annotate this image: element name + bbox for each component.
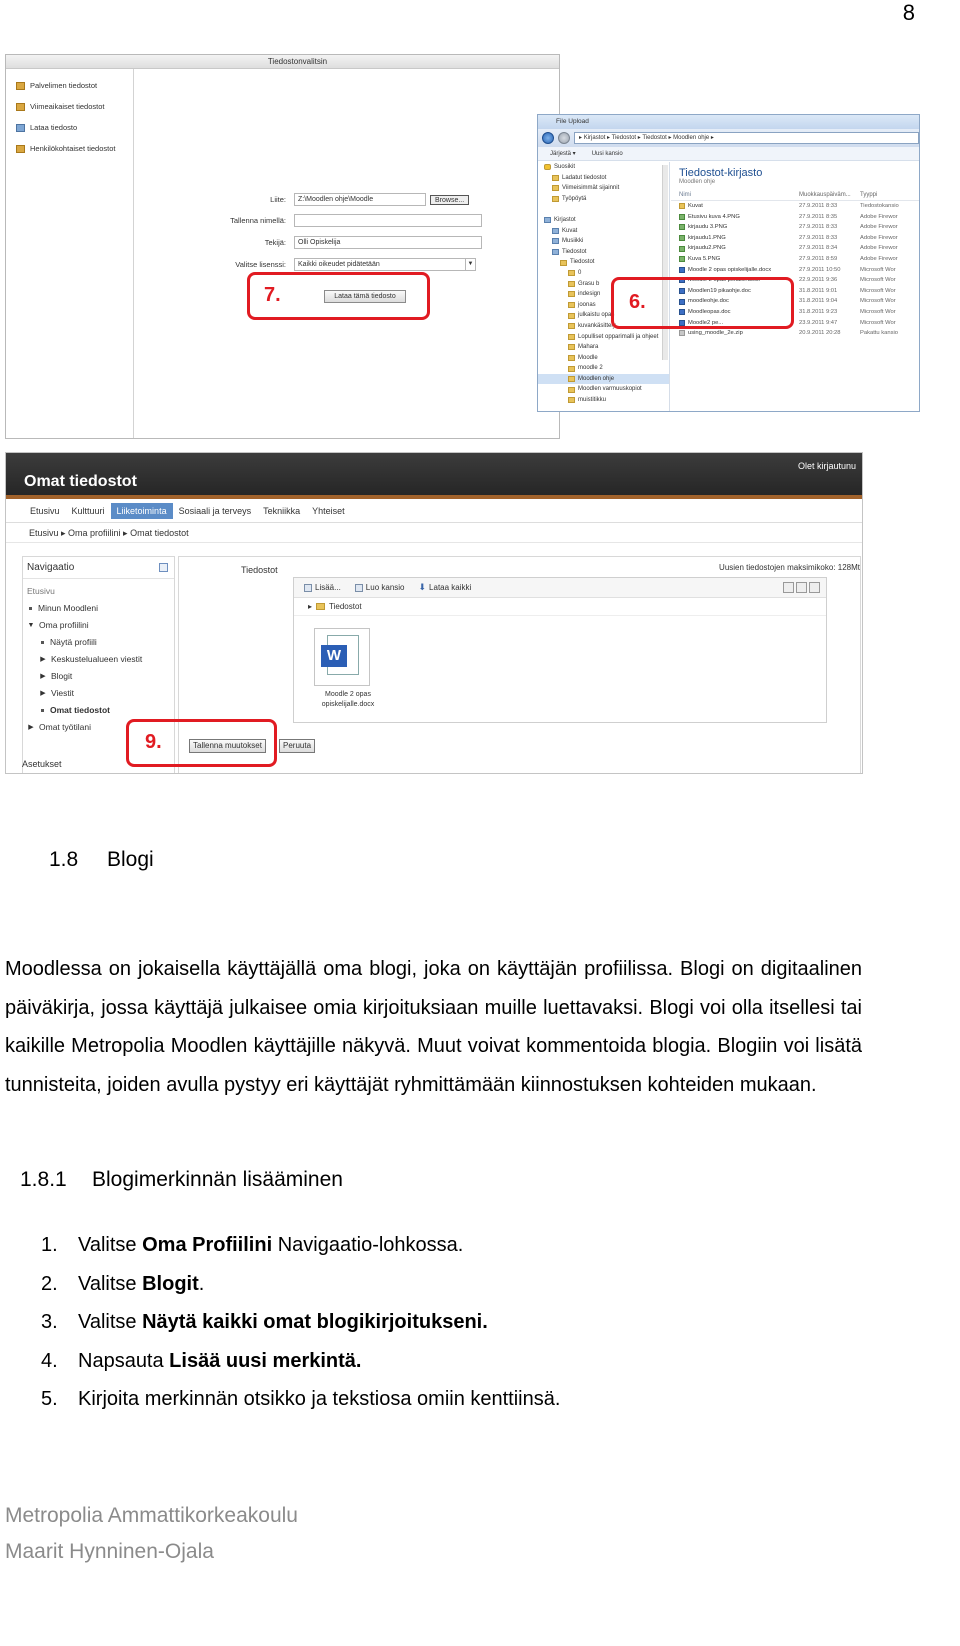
tree-node-label: Tiedostot [570,259,595,266]
moodle-icon [16,103,25,111]
callout-number-9: 9. [145,731,162,753]
column-header [671,189,919,201]
callout-number-6: 6. [629,291,646,313]
folder-icon [568,344,575,350]
tree-node[interactable] [538,173,669,184]
moodle-icon [16,82,25,90]
new-folder-button[interactable]: Uusi kansio [591,151,623,157]
step-item [41,1346,560,1385]
path-breadcrumb[interactable]: ▸ Kirjastot ▸ Tiedostot ▸ Tiedostot ▸ Moodlen ohje ▸ [574,132,919,144]
file-type-cell: Microsoft Wor [859,266,896,273]
file-date-cell: 31.8.2011 9:23 [799,308,838,315]
star-icon [544,164,551,170]
nav-tab[interactable]: Kulttuuri [71,505,105,516]
step-emphasis: Blogit [142,1272,199,1295]
folder-file-icon [679,203,685,209]
cancel-button[interactable]: Peruuta [279,739,315,753]
file-date-cell: 27.9.2011 8:33 [799,234,838,241]
folder-icon [568,291,575,297]
file-name-text: Kuvat [688,203,703,209]
file-type-cell: Microsoft Wor [859,287,896,294]
collapsed-arrow-icon: ▶ [40,690,46,697]
step-number: 5. [41,1388,58,1410]
file-name-cell [671,212,799,223]
page-number: 8 [902,0,915,25]
file-row[interactable] [671,222,919,233]
step-emphasis: Oma Profiilini [142,1234,273,1256]
attachment-input[interactable]: Z:\Moodlen ohje\Moodle [294,193,426,206]
file-date-cell: 27.9.2011 8:33 [799,224,838,231]
folder-icon [568,313,575,319]
icon-view-icon[interactable] [783,582,794,593]
folder-icon [568,376,575,382]
file-type-cell: Microsoft Wor [859,298,896,305]
tree-node[interactable] [538,374,669,385]
file-row[interactable] [671,254,919,265]
dialog-title: File Upload [538,115,919,129]
attachment-row: Liite: Z:\Moodlen ohje\Moodle Browse... [134,193,469,206]
doc-file-icon [679,267,685,273]
step-number: 4. [41,1349,58,1372]
tree-node[interactable] [538,236,669,247]
library-subtitle: Moodlen ohje [679,179,716,185]
view-switcher [783,582,820,593]
file-type-cell: Adobe Firewor [859,213,898,220]
site-title: Omat tiedostot [24,473,137,490]
tree-node-label: Kuvat [562,227,578,234]
tree-node[interactable] [538,353,669,364]
file-row[interactable] [671,201,919,212]
file-name-cell [671,243,799,254]
navigation-item-label: Blogit [51,671,73,681]
file-type-cell: Microsoft Wor [859,319,896,326]
file-manager-toolbar [294,578,826,598]
file-name-cell [671,201,799,212]
nav-tab[interactable]: Etusivu [30,505,60,516]
png-file-icon [679,214,685,220]
file-name-text: moodleohje.doc [688,298,729,305]
file-name-cell [671,222,799,233]
file-name-text: Moodlen19 pikaohje.doc [688,287,751,294]
file-name-text: kirjaudu 3.PNG [688,224,728,231]
navigation-item[interactable] [23,651,174,668]
breadcrumb[interactable]: Etusivu ▸ Oma profiilini ▸ Omat tiedostot [6,523,862,543]
navigation-item-label: Minun Moodleni [38,603,99,613]
file-name-text: kirjaudu2.PNG [688,245,726,252]
folder-icon [568,355,575,361]
license-row: Valitse lisenssi: Kaikki oikeudet pidätetään ▼ [134,258,476,271]
tree-node[interactable] [538,363,669,374]
tree-node[interactable] [538,395,669,406]
tree-node-label: moodle 2 [578,365,603,372]
address-bar [538,129,919,147]
folder-icon [568,281,575,287]
tree-node-label: Lopulliset opparimalli ja ohjeet [578,333,659,340]
file-row[interactable] [671,265,919,276]
folder-icon [568,366,575,372]
column-name[interactable]: Nimi [679,191,691,198]
steps-list [41,1230,560,1423]
tree-node-label: Työpöytä [562,195,587,202]
repository-list [6,69,134,438]
word-document-thumbnail[interactable] [314,628,370,686]
tree-node-label: Moodle [578,354,598,361]
files-label: Tiedostot [241,565,278,575]
folder-icon [568,323,575,329]
folder-icon [552,185,559,191]
bullet-icon [41,709,44,712]
tree-node-label: 0 [578,269,582,276]
file-type-cell: Adobe Firewor [859,224,898,231]
library-title: Tiedostot-kirjasto [679,167,763,179]
site-banner [6,453,862,499]
step-number: 1. [41,1234,58,1256]
folder-icon [316,603,325,610]
tree-node-label: Viimeisimmät sijainnit [562,185,620,192]
file-type-cell: Adobe Firewor [859,255,898,262]
file-name-text: Moodle 2 opas opiskelijalle.docx [688,266,772,273]
footer-author: Maarit Hynninen-Ojala [5,1540,214,1563]
file-date-cell: 27.9.2011 10:50 [799,266,841,273]
body-paragraph: Moodlessa on jokaisella käyttäjällä oma blogi, joka on käyttäjän profiilissa. Blogi on digitaalinen päiväkirja, jossa käyttäjä julkaisee omia kirjoituksiaan muille luettavaksi. Blogi voi olla itsellesi tai kaikille Metropolia Moodlen käyttäjille näkyvä. Muut voivat kommentoida blogia. Blogiin voi lisätä tunnisteita, joiden avulla pystyy eri käyttäjät ryhmittämään kiinnostuksen kohteiden mukaan. [5,958,862,1096]
save-changes-button[interactable]: Tallenna muutokset [189,739,266,753]
folder-icon [552,196,559,202]
file-row[interactable] [671,212,919,223]
step-text: Napsauta [78,1349,170,1372]
nav-tab[interactable]: Sosiaali ja terveys [178,505,252,516]
step-number: 3. [41,1311,58,1333]
subsection-number: 1.8.1 [20,1168,67,1191]
tree-node-label: indesign [578,291,601,298]
tree-node-label: muistitikku [578,397,607,404]
file-type-cell: Pakattu kansio [859,330,899,337]
navigation-items [23,579,174,736]
file-date-cell: 27.9.2011 8:34 [799,245,838,252]
tree-node-label: Moodlen ohje [578,375,615,382]
step-text: Valitse [78,1311,143,1333]
step-text-end: Navigaatio-lohkossa. [272,1234,464,1256]
step-text: Kirjoita merkinnän otsikko ja tekstiosa omiin kenttiinsä. [78,1388,561,1410]
back-icon[interactable] [542,132,554,144]
nav-tab[interactable]: Liiketoiminta [111,503,173,519]
file-type-cell: Adobe Firewor [859,234,898,241]
step-item [41,1307,560,1346]
save-as-row: Tallenna nimellä: [134,214,482,227]
file-row[interactable] [671,328,919,339]
callout-number-7: 7. [264,284,281,306]
folder-icon [552,228,559,234]
tree-node-label: Musiikki [562,238,584,245]
tree-node-label: julkaistu opas [578,312,615,319]
collapsed-arrow-icon: ▶ [40,656,46,663]
file-manager [293,577,827,723]
navigation-item-label: Etusivu [27,586,55,596]
tree-node-label: Ladatut tiedostot [562,174,607,181]
file-name-cell [671,254,799,265]
subsection-title: Blogimerkinnän lisääminen [92,1168,343,1191]
collapsed-arrow-icon: ▶ [40,673,46,680]
file-name-text: kirjaudu1.PNG [688,234,726,241]
nav-tab[interactable]: Yhteiset [312,505,345,516]
navigation-item[interactable] [23,668,174,685]
png-file-icon [679,224,685,230]
tree-node-label: joonas [578,301,596,308]
folder-icon [552,249,559,255]
tree-node-label: kuvankäsittely [578,322,616,329]
save-as-input[interactable] [294,214,482,227]
repository-item[interactable]: Palvelimen tiedostot [6,75,133,96]
collapsed-arrow-icon: ▶ [28,724,34,731]
navigation-item-label: Omat tiedostot [50,705,110,715]
license-select[interactable]: Kaikki oikeudet pidätetään ▼ [294,258,476,271]
tree-node-label: Suosikit [554,164,576,170]
upload-icon [16,124,25,132]
navigation-item[interactable] [23,583,174,600]
bullet-icon [41,641,44,644]
tree-node[interactable] [538,204,669,215]
file-name-text: Moodle 2 opas pekalle.docx [688,277,760,284]
folder-plus-icon [355,584,363,592]
navigation-item[interactable] [23,600,174,617]
file-type-cell: Tiedostokansio [859,203,899,209]
file-name-text: Kuva 5.PNG [688,255,721,262]
navigation-item[interactable] [23,685,174,702]
upload-form [134,69,559,438]
folder-icon [552,175,559,181]
tree-node-label: Moodlen varmuuskopiot [578,386,642,393]
word-icon: W [321,645,347,667]
step-item [41,1269,560,1308]
file-type-cell: Adobe Firewor [859,245,898,252]
folder-icon [568,334,575,340]
author-input[interactable]: Olli Opiskelija [294,236,482,249]
max-size-info: Uusien tiedostojen maksimikoko: 128Mt [719,563,860,572]
file-upload-dialog-screenshot [537,114,920,412]
tree-node[interactable] [538,257,669,268]
step-text: Valitse [78,1272,143,1295]
file-date-cell: 31.8.2011 9:01 [799,287,838,294]
tree-node[interactable] [538,183,669,194]
file-name-cell [671,233,799,244]
file-date-cell: 27.9.2011 8:59 [799,255,838,262]
step-text: Valitse [78,1234,143,1256]
tree-node-label: Tiedostot [562,248,587,255]
file-date-cell: 31.8.2011 9:04 [799,298,838,305]
step-item [41,1230,560,1269]
add-file-icon [304,584,312,592]
ps-file-icon [679,330,685,336]
tree-node[interactable] [538,384,669,395]
file-name-text: using_moodle_2e.zip [688,330,743,337]
tree-node[interactable] [538,247,669,258]
list-view-icon[interactable] [796,582,807,593]
png-file-icon [679,235,685,241]
bullet-icon [29,607,32,610]
tree-node[interactable] [538,226,669,237]
section-heading [49,848,154,872]
tree-scrollbar[interactable] [662,165,668,360]
file-row[interactable] [671,243,919,254]
download-all-button[interactable]: ⬇ Lataa kaikki [418,582,472,592]
create-folder-button[interactable]: Luo kansio [355,583,405,592]
tree-node[interactable] [538,342,669,353]
folder-icon [568,387,575,393]
navigation-item-label: Omat työtilani [39,722,91,732]
nav-tab[interactable]: Tekniikka [263,505,301,516]
repository-item[interactable]: Lataa tiedosto [6,117,133,138]
file-type-cell: Microsoft Wor [859,277,896,284]
file-row[interactable] [671,233,919,244]
top-navigation [6,499,862,523]
column-type[interactable]: Tyyppi [859,192,878,198]
file-picker-title: Tiedostonvalitsin [6,55,559,69]
navigation-item[interactable] [23,634,174,651]
folder-icon [568,397,575,403]
repository-item[interactable]: Viimeaikaiset tiedostot [6,96,133,117]
navigation-heading: Navigaatio [23,557,174,579]
file-date-cell: 22.9.2011 9:36 [799,277,838,284]
expanded-arrow-icon: ▼ [27,622,35,629]
section-title: Blogi [107,848,154,871]
add-file-button[interactable]: Lisää... [304,583,341,592]
file-name-cell [671,328,799,339]
repository-item[interactable]: Henkilökohtaiset tiedostot [6,138,133,159]
png-file-icon [679,256,685,262]
folder-icon [560,260,567,266]
file-type-cell: Microsoft Wor [859,308,896,315]
step-item [41,1384,560,1423]
organize-button[interactable]: Järjestä ▾ [550,151,576,157]
file-name-text: Moodleopas.doc [688,308,731,315]
file-name-cell [671,265,799,276]
navigation-item-label: Näytä profiili [50,637,97,647]
download-icon: ⬇ [418,582,427,592]
tree-node[interactable] [538,162,669,173]
navigation-item[interactable] [23,617,174,634]
file-name[interactable]: Moodle 2 opas opiskelijalle.docx [321,691,375,708]
author-row: Tekijä: Olli Opiskelija [134,236,482,249]
step-number: 2. [41,1272,58,1295]
folder-icon [544,217,551,223]
file-name-text: Moodle2 pe... [688,319,724,326]
dialog-toolbar [538,147,919,161]
moodle-icon [16,145,25,153]
file-date-cell: 27.9.2011 8:35 [799,213,838,220]
tree-node-label: Mahara [578,344,599,351]
tree-node-label: Kirjastot [554,216,576,223]
step-emphasis: Näytä kaikki omat blogikirjoitukseni. [142,1311,488,1333]
file-date-cell: 23.9.2011 9:47 [799,319,838,326]
login-info[interactable]: Olet kirjautunu [797,461,856,471]
settings-heading[interactable]: Asetukset [22,759,62,769]
navigation-item[interactable] [23,702,174,719]
footer-institution: Metropolia Ammattikorkeakoulu [5,1504,298,1527]
subsection-heading [20,1168,343,1192]
file-date-cell: 27.9.2011 8:33 [799,203,838,209]
navigation-item-label: Oma profiilini [39,620,89,630]
browse-button[interactable]: Browse... [430,195,469,205]
file-name-text: Etusivu kuva 4.PNG [688,213,740,220]
upload-file-button[interactable]: Lataa tämä tiedosto [324,290,406,303]
png-file-icon [679,246,685,252]
tree-node[interactable] [538,194,669,205]
file-date-cell: 20.9.2011 20:28 [799,330,841,337]
folder-path[interactable]: ▸ Tiedostot [294,598,826,616]
dock-icon[interactable] [159,563,168,572]
tree-node-label: Grasu b [578,280,600,287]
step-text-end: . [198,1272,205,1295]
folder-icon [568,270,575,276]
navigation-item-label: Viestit [51,688,74,698]
chevron-down-icon: ▼ [465,259,475,270]
tree-node[interactable] [538,215,669,226]
folder-icon [552,238,559,244]
section-number: 1.8 [49,848,79,871]
file-picker-screenshot [5,54,560,439]
step-emphasis: Lisää uusi merkintä. [169,1349,362,1372]
navigation-item-label: Keskustelualueen viestit [51,654,143,664]
folder-icon [568,302,575,308]
tree-view-icon[interactable] [809,582,820,593]
forward-icon[interactable] [558,132,570,144]
column-date[interactable]: Muokkauspäiväm... [799,192,851,198]
tree-node[interactable] [538,332,669,343]
